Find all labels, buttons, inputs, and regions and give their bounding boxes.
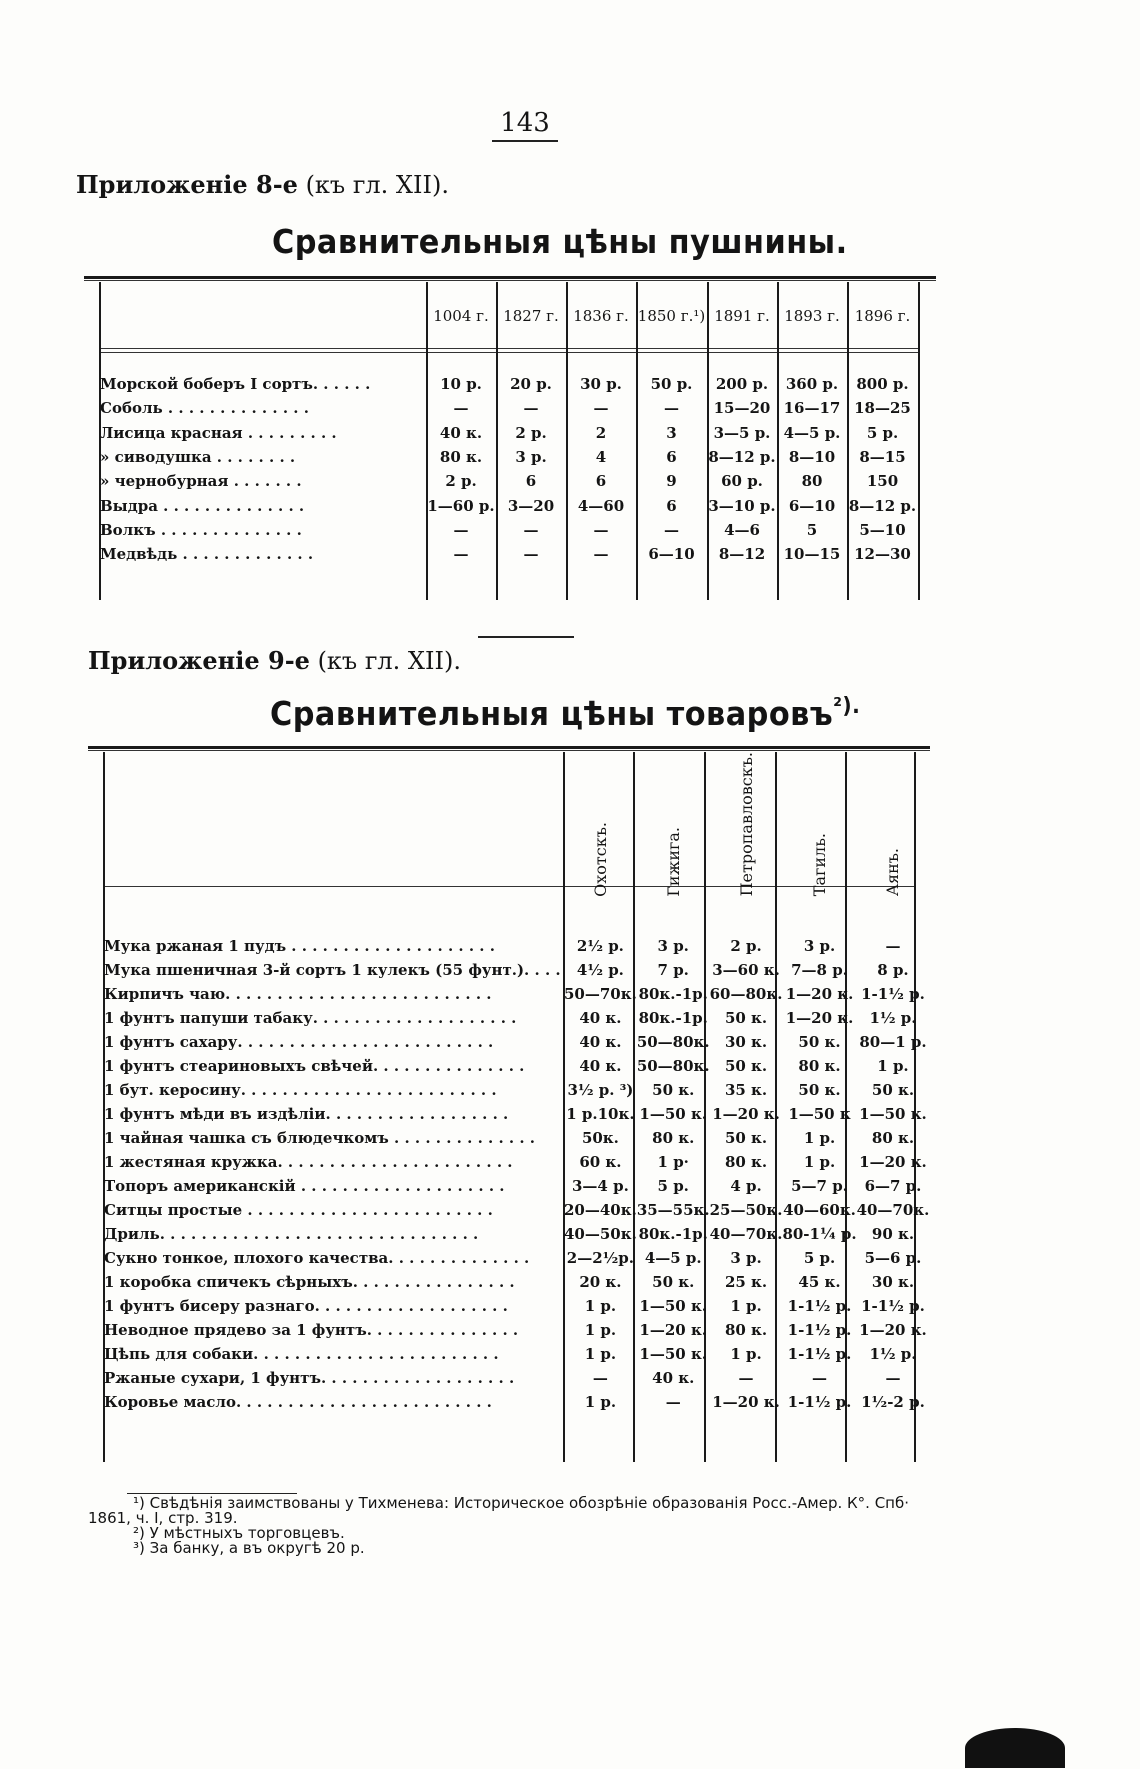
goods-col-header-ayan: Аянъ.: [883, 848, 903, 897]
price-cell: 1½ р.: [869, 1009, 917, 1028]
footnote-1: ¹) Свѣдѣнія заимствованы у Тихменева: Историческое обозрѣніе образованія Росс.-Амер. К°. Спб·: [133, 1494, 910, 1512]
price-cell: —: [738, 1369, 754, 1388]
table-row: [100, 445, 918, 469]
goods-col-header-gizhiga: Гижига.: [663, 826, 683, 897]
price-cell: 8 р.: [877, 961, 909, 980]
price-cell: 1—50 к.: [639, 1105, 708, 1124]
price-cell: —: [665, 1393, 681, 1412]
price-cell: 5—6 р.: [864, 1249, 922, 1268]
table-row: [100, 493, 918, 517]
fur-prices-table: [100, 296, 918, 566]
goods-table-corner: [104, 752, 564, 912]
price-cell: 2—2½р.: [566, 1249, 635, 1268]
price-cell: 1—20 к.: [785, 985, 854, 1004]
price-cell: —: [593, 399, 609, 418]
price-cell: 1-1½ р.: [787, 1321, 852, 1340]
price-cell: 1—20 к.: [785, 1009, 854, 1028]
price-cell: 12—30: [854, 545, 911, 564]
price-cell: 1 р.: [803, 1129, 836, 1148]
page-number-rule: [492, 140, 558, 142]
price-cell: —: [885, 1369, 901, 1388]
price-cell: 50 к.: [871, 1081, 915, 1100]
price-cell: 1-1½ р.: [861, 1297, 925, 1316]
price-cell: 50 к.: [652, 1081, 695, 1100]
price-cell: 25 к.: [724, 1273, 768, 1292]
price-cell: 1 р.: [730, 1345, 762, 1364]
price-cell: 50—70к.: [564, 985, 637, 1004]
row-label: 1 фунтъ мѣди въ издѣліи. . . . . . . . . . . . . . . . . .: [104, 1105, 509, 1124]
price-cell: 1—50 к.: [639, 1297, 708, 1316]
price-cell: 6: [525, 472, 537, 491]
table-row: [104, 1270, 929, 1294]
footnote-2: ²) У мѣстныхъ торговцевъ.: [133, 1524, 345, 1542]
price-cell: 80 к.: [724, 1153, 768, 1172]
price-cell: —: [664, 399, 679, 418]
goods-prices-table: [104, 752, 929, 1414]
price-cell: 20 к.: [579, 1273, 622, 1292]
price-cell: 2 р.: [515, 423, 547, 442]
price-cell: 20—40к.: [564, 1201, 637, 1220]
appendix-9-heading-text: Сравнительныя цѣны товаровъ: [270, 694, 834, 733]
row-label: Медвѣдь . . . . . . . . . . . . .: [100, 545, 314, 564]
row-label: 1 чайная чашка съ блюдечкомъ . . . . . . . . . . . . . .: [104, 1129, 536, 1148]
price-cell: 50 к.: [724, 1009, 768, 1028]
appendix-9-title-bold: Приложеніе 9-е: [88, 646, 310, 675]
price-cell: 8—12 р.: [848, 496, 917, 515]
table-row: [104, 1366, 929, 1390]
price-cell: 50 р.: [650, 375, 693, 394]
price-cell: 1 р·: [657, 1153, 689, 1172]
price-cell: 3 р.: [803, 937, 836, 956]
price-cell: 1-1½ р.: [787, 1393, 852, 1412]
price-cell: 1—20 к.: [712, 1105, 780, 1124]
row-label: 1 фунтъ папуши табаку. . . . . . . . . . . . . . . . . . . .: [104, 1009, 517, 1028]
price-cell: 35 к.: [724, 1081, 768, 1100]
price-cell: 8—12 р.: [708, 448, 776, 467]
price-cell: 30 к.: [724, 1033, 768, 1052]
price-cell: 5—10: [859, 520, 906, 539]
price-cell: —: [593, 545, 609, 564]
price-cell: 3 р.: [515, 448, 547, 467]
price-cell: 80к.-1р.: [638, 985, 708, 1004]
price-cell: 4 р.: [730, 1177, 762, 1196]
price-cell: 4—5 р.: [783, 423, 841, 442]
price-cell: 40 к.: [439, 423, 483, 442]
table-row: [104, 934, 929, 958]
row-label: Коровье масло. . . . . . . . . . . . . . . . . . . . . . . . .: [104, 1393, 492, 1412]
price-cell: 6: [595, 472, 607, 491]
table-row: [104, 1126, 929, 1150]
table-row: [104, 1102, 929, 1126]
price-cell: 3: [666, 423, 677, 442]
price-cell: 5 р.: [657, 1177, 689, 1196]
price-cell: 40—50к.: [564, 1225, 637, 1244]
price-cell: 60 к.: [579, 1153, 622, 1172]
row-label: 1 фунтъ стеариновыхъ свѣчей. . . . . . . . . . . . . . .: [104, 1057, 525, 1076]
price-cell: 50к.: [581, 1129, 619, 1148]
price-cell: —: [523, 545, 539, 564]
row-label: 1 фунтъ сахару. . . . . . . . . . . . . . . . . . . . . . . . .: [104, 1033, 494, 1052]
table-row: [104, 1174, 929, 1198]
price-cell: 80к.-1р.: [638, 1225, 708, 1244]
price-cell: 6: [666, 496, 677, 515]
price-cell: 1½ р.: [869, 1345, 917, 1364]
price-cell: 1 р.: [877, 1057, 909, 1076]
price-cell: 6—10: [788, 496, 836, 515]
price-cell: 2 р.: [445, 472, 477, 491]
table-row: [104, 1318, 929, 1342]
table-8-right-border: [918, 282, 920, 600]
price-cell: —: [812, 1369, 827, 1388]
price-cell: 10—15: [783, 545, 841, 564]
price-cell: 8—10: [788, 448, 836, 467]
appendix-8-title-rest: (къ гл. XII).: [305, 171, 449, 199]
table-row: [104, 1150, 929, 1174]
table-8-top-rule-2: [84, 280, 936, 281]
table-9-top-rule-2: [88, 750, 930, 751]
fur-col-header: 1836 г.: [573, 307, 629, 325]
row-label: Ситцы простые . . . . . . . . . . . . . . . . . . . . . . . .: [104, 1201, 493, 1220]
price-cell: 60 р.: [721, 472, 763, 491]
price-cell: 80 к.: [724, 1321, 768, 1340]
price-cell: 1½-2 р.: [861, 1393, 925, 1412]
row-label: Сукно тонкое, плохого качества. . . . . . . . . . . . . .: [104, 1249, 530, 1268]
price-cell: 80 к.: [798, 1057, 841, 1076]
price-cell: 50 к.: [724, 1057, 768, 1076]
price-cell: 40 к.: [579, 1009, 622, 1028]
price-cell: 20 р.: [510, 375, 552, 394]
price-cell: 18—25: [854, 399, 911, 418]
table-row: [104, 1006, 929, 1030]
goods-col-header-tagil: Тагиль.: [810, 833, 829, 897]
table-row: [104, 1054, 929, 1078]
appendix-9-heading-note: ²).: [833, 694, 861, 719]
price-cell: 3 р.: [730, 1249, 762, 1268]
price-cell: 80-1¼ р.: [782, 1225, 857, 1244]
row-label: Ржаные сухари, 1 фунтъ. . . . . . . . . . . . . . . . . . .: [104, 1369, 515, 1388]
price-cell: —: [885, 937, 901, 956]
price-cell: —: [453, 399, 469, 418]
price-cell: 1—20 к.: [859, 1321, 927, 1340]
footnote-3: ³) За банку, а въ округѣ 20 р.: [133, 1539, 365, 1557]
price-cell: 6: [666, 448, 677, 467]
table-row: [104, 1078, 929, 1102]
row-label: 1 бут. керосину. . . . . . . . . . . . . . . . . . . . . . . . .: [104, 1081, 497, 1100]
price-cell: 2 р.: [730, 937, 762, 956]
price-cell: 150: [866, 472, 899, 491]
price-cell: 1—50 к.: [859, 1105, 927, 1124]
price-cell: 3 р.: [657, 937, 689, 956]
row-label: Кирпичъ чаю. . . . . . . . . . . . . . . . . . . . . . . . . .: [104, 985, 492, 1004]
row-label: Цѣпь для собаки. . . . . . . . . . . . . . . . . . . . . . . .: [104, 1345, 499, 1364]
table-row: [104, 1222, 929, 1246]
table-8-top-rule: [84, 276, 936, 279]
table-row: [104, 1198, 929, 1222]
fur-col-header: 1891 г.: [714, 307, 770, 325]
price-cell: —: [592, 1369, 608, 1388]
table-row: [100, 396, 918, 420]
price-cell: 1 р.: [584, 1345, 617, 1364]
row-label: Лисица красная . . . . . . . . .: [100, 423, 337, 442]
row-label: Топоръ американскій . . . . . . . . . . . . . . . . . . . .: [104, 1177, 505, 1196]
price-cell: 50 к.: [798, 1081, 841, 1100]
price-cell: 60—80к.: [709, 985, 783, 1004]
table-row: [104, 958, 929, 982]
price-cell: 3—20: [507, 496, 555, 515]
goods-table-header-row: [104, 752, 929, 912]
table-row: [104, 1390, 929, 1414]
row-label: » чернобурная . . . . . . .: [100, 472, 302, 491]
price-cell: 1—20 к.: [639, 1321, 708, 1340]
price-cell: 1 р.: [584, 1393, 617, 1412]
price-cell: 5—7 р.: [791, 1177, 848, 1196]
price-cell: 5 р.: [803, 1249, 836, 1268]
price-cell: 40 к.: [579, 1057, 622, 1076]
appendix-8-heading: Сравнительныя цѣны пушнины.: [272, 222, 848, 261]
price-cell: 1—60 р.: [427, 496, 495, 515]
price-cell: 40 к.: [652, 1369, 695, 1388]
price-cell: 1-1½ р.: [861, 985, 925, 1004]
fur-col-header: 1850 г.¹): [637, 307, 706, 325]
price-cell: 50 к.: [652, 1273, 695, 1292]
price-cell: 3½ р. ³): [567, 1081, 634, 1100]
price-cell: 8—15: [859, 448, 906, 467]
price-cell: 5: [806, 520, 818, 539]
price-cell: 50 к.: [724, 1129, 768, 1148]
price-cell: 16—17: [783, 399, 841, 418]
price-cell: 4—5 р.: [644, 1249, 702, 1268]
price-cell: 25—50к.: [709, 1201, 783, 1220]
price-cell: 80—1 р.: [859, 1033, 927, 1052]
price-cell: 50—80к.: [636, 1057, 710, 1076]
price-cell: —: [664, 520, 679, 539]
row-label: » сиводушка . . . . . . . .: [100, 448, 296, 467]
row-label: Выдра . . . . . . . . . . . . . .: [100, 496, 305, 515]
price-cell: 1 р.: [803, 1153, 836, 1172]
price-cell: 3—60 к.: [712, 961, 780, 980]
footnote-1-cont: 1861, ч. I, стр. 319.: [88, 1509, 238, 1527]
price-cell: 10 р.: [440, 375, 482, 394]
price-cell: —: [453, 520, 469, 539]
price-cell: —: [453, 545, 469, 564]
price-cell: 1 р.: [730, 1297, 762, 1316]
row-label: Дриль. . . . . . . . . . . . . . . . . . . . . . . . . . . . . . .: [104, 1225, 479, 1244]
price-cell: 4: [595, 448, 607, 467]
table-row: [100, 421, 918, 445]
appendix-9-heading: [270, 694, 860, 733]
price-cell: 7 р.: [657, 961, 689, 980]
table-row: [104, 1246, 929, 1270]
price-cell: 2½ р.: [576, 937, 624, 956]
row-label: Неводное прядево за 1 фунтъ. . . . . . . . . . . . . . .: [104, 1321, 519, 1340]
price-cell: 9: [666, 472, 677, 491]
fur-col-header: 1827 г.: [503, 307, 559, 325]
appendix-9-title: [88, 646, 461, 675]
page-edge-shadow: [965, 1728, 1065, 1768]
price-cell: 8—12: [718, 545, 766, 564]
table-row: [100, 469, 918, 493]
price-cell: 800 р.: [856, 375, 909, 394]
price-cell: 80 к.: [871, 1129, 915, 1148]
row-label: Морской боберъ I сортъ. . . . . .: [100, 375, 371, 394]
row-label: 1 коробка спичекъ сѣрныхъ. . . . . . . . . . . . . . . .: [104, 1273, 515, 1292]
price-cell: 3—5 р.: [713, 423, 771, 442]
table-row: [104, 1294, 929, 1318]
price-cell: 1-1½ р.: [787, 1297, 852, 1316]
price-cell: 200 р.: [715, 375, 769, 394]
appendix-9-title-rest: (къ гл. XII).: [317, 647, 461, 675]
price-cell: 80 к.: [439, 448, 483, 467]
price-cell: 1—50 к.: [639, 1345, 708, 1364]
price-cell: 3—10 р.: [708, 496, 776, 515]
table-row: [100, 518, 918, 542]
table-row: [100, 542, 918, 566]
row-label: Мука ржаная 1 пудъ . . . . . . . . . . . . . . . . . . . .: [104, 937, 495, 956]
price-cell: 40—70к.: [709, 1225, 783, 1244]
price-cell: 5 р.: [866, 423, 899, 442]
footnotes: [88, 1496, 909, 1556]
price-cell: 1 р.: [584, 1297, 617, 1316]
price-cell: 1—50 к: [788, 1105, 851, 1124]
price-cell: 4½ р.: [576, 961, 624, 980]
price-cell: 6—7 р.: [864, 1177, 922, 1196]
price-cell: 80к.-1р.: [638, 1009, 708, 1028]
price-cell: 40 к.: [579, 1033, 622, 1052]
goods-col-header-petropavlovsk: Петропавловскъ.: [736, 752, 756, 897]
row-label: 1 жестяная кружка. . . . . . . . . . . . . . . . . . . . . . .: [104, 1153, 513, 1172]
fur-col-header: 1004 г.: [433, 307, 489, 325]
price-cell: 1-1½ р.: [787, 1345, 852, 1364]
price-cell: 15—20: [713, 399, 771, 418]
price-cell: 50—80к.: [636, 1033, 710, 1052]
table-row: [104, 1030, 929, 1054]
price-cell: 4—60: [577, 496, 625, 515]
price-cell: —: [523, 399, 539, 418]
separator-rule: [478, 636, 574, 638]
price-cell: —: [593, 520, 609, 539]
price-cell: 50 к.: [798, 1033, 841, 1052]
table-row: [100, 372, 918, 396]
fur-col-header: 1896 г.: [854, 307, 911, 325]
page-number: 143: [500, 108, 550, 138]
row-label: 1 фунтъ бисеру разнаго. . . . . . . . . . . . . . . . . . .: [104, 1297, 508, 1316]
price-cell: 45 к.: [798, 1273, 841, 1292]
row-label: Мука пшеничная 3-й сортъ 1 кулекъ (55 фунт.). . . .: [104, 961, 561, 980]
price-cell: 1—20 к.: [712, 1393, 780, 1412]
price-cell: 1 р.10к.: [566, 1105, 635, 1124]
price-cell: 1 р.: [584, 1321, 617, 1340]
price-cell: 90 к.: [871, 1225, 915, 1244]
price-cell: 2: [595, 423, 607, 442]
table-row: [104, 1342, 929, 1366]
price-cell: —: [523, 520, 539, 539]
price-cell: 35—55к.: [636, 1201, 710, 1220]
price-cell: 1—20 к.: [859, 1153, 927, 1172]
fur-table-corner: [100, 296, 426, 336]
price-cell: 80 к.: [652, 1129, 695, 1148]
row-label: Волкъ . . . . . . . . . . . . . .: [100, 520, 302, 539]
price-cell: 40—60к.: [783, 1201, 856, 1220]
price-cell: 30 к.: [871, 1273, 915, 1292]
table-row: [104, 982, 929, 1006]
price-cell: 360 р.: [785, 375, 839, 394]
fur-table-header-row: [100, 296, 918, 336]
goods-col-header-okhotsk: Охотскъ.: [590, 821, 610, 897]
appendix-8-title: [76, 170, 449, 199]
price-cell: 4—6: [724, 520, 760, 539]
table-9-top-rule: [88, 746, 930, 749]
price-cell: 3—4 р.: [572, 1177, 629, 1196]
price-cell: 80: [801, 472, 823, 491]
price-cell: 6—10: [648, 545, 695, 564]
price-cell: 30 р.: [580, 375, 622, 394]
appendix-8-title-bold: Приложеніе 8-е: [76, 170, 298, 199]
price-cell: 7—8 р.: [791, 961, 848, 980]
row-label: Соболь . . . . . . . . . . . . . .: [100, 399, 309, 418]
price-cell: 40—70к.: [856, 1201, 930, 1220]
fur-col-header: 1893 г.: [784, 307, 840, 325]
